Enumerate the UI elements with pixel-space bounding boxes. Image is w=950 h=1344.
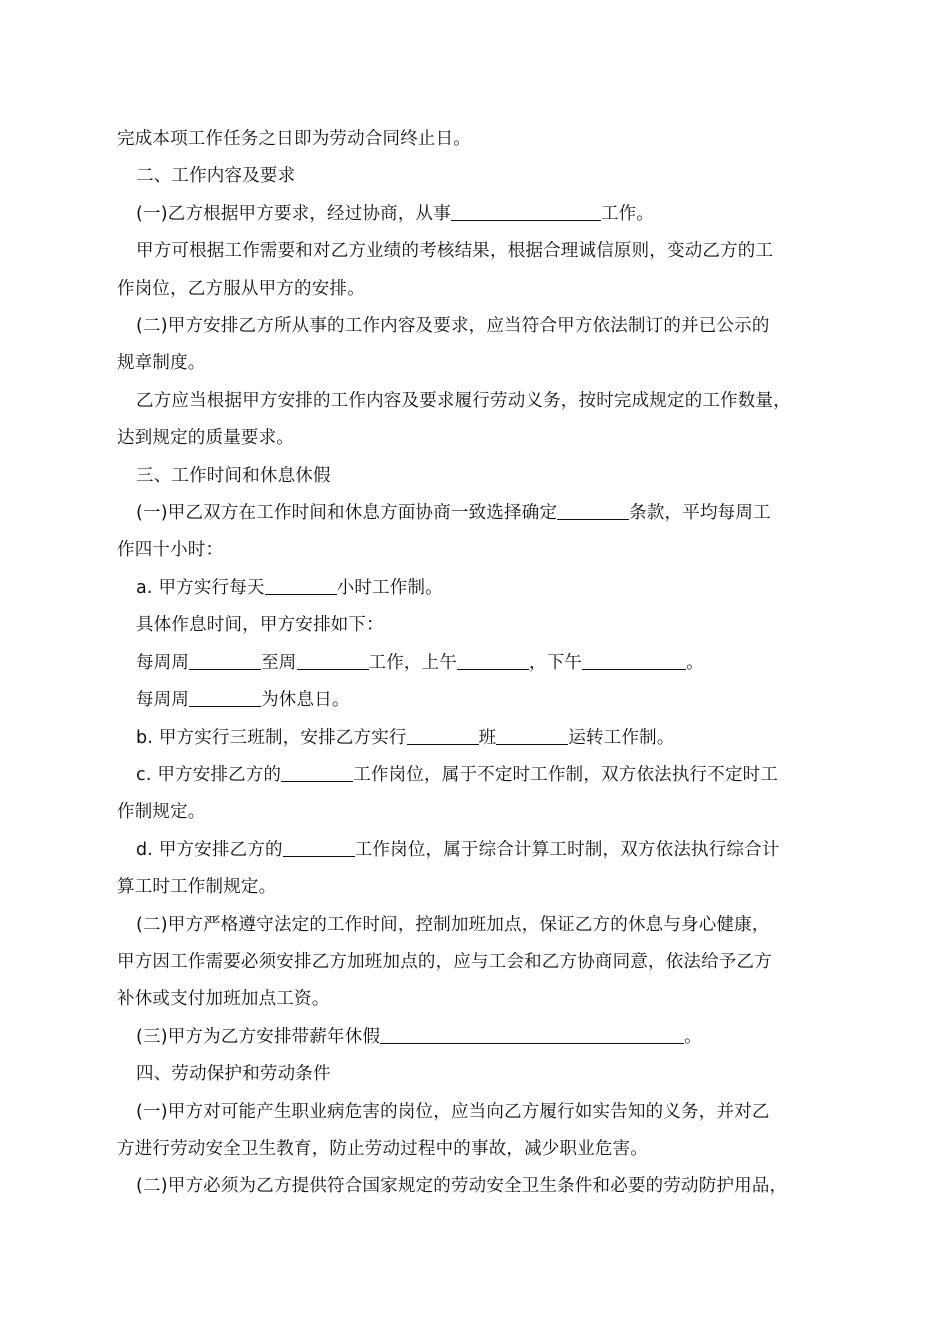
- clause-line: (一)甲方对可能产生职业病危害的岗位，应当向乙方履行如实告知的义务，并对乙: [136, 1101, 770, 1122]
- clause-line: (一)乙方根据甲方要求，经过协商，从事 工作。: [136, 203, 655, 224]
- clause-line: (二)甲方严格遵守法定的工作时间，控制加班加点，保证乙方的休息与身心健康，: [136, 914, 770, 935]
- clause-line: (二)甲方必须为乙方提供符合国家规定的劳动安全卫生条件和必要的劳动防护用品，: [136, 1176, 788, 1197]
- schedule-line: 每周周 至周 工作，上午 ，下午 。: [136, 652, 704, 673]
- paragraph-line: 方进行劳动安全卫生教育，防止劳动过程中的事故，减少职业危害。: [117, 1138, 648, 1159]
- schedule-line: 每周周 为休息日。: [136, 690, 350, 711]
- clause-line: d. 甲方安排乙方的 工作岗位，属于综合计算工时制，双方依法执行综合计: [136, 839, 780, 860]
- section-heading-labor-protection: 四、劳动保护和劳动条件: [136, 1064, 331, 1085]
- fill-in-blank[interactable]: [189, 705, 261, 707]
- fill-in-blank[interactable]: [407, 743, 479, 745]
- section-heading-work-content: 二、工作内容及要求: [136, 166, 296, 187]
- paragraph-line: 作四十小时：: [117, 540, 224, 561]
- paragraph-line: 规章制度。: [117, 353, 206, 374]
- fill-in-blank[interactable]: [265, 593, 337, 595]
- clause-line: b. 甲方实行三班制，安排乙方实行 班 运转工作制。: [136, 727, 675, 748]
- clause-line: a. 甲方实行每天 小时工作制。: [136, 577, 443, 598]
- paragraph-line: 算工时工作制规定。: [117, 877, 277, 898]
- paragraph-line: 达到规定的质量要求。: [117, 428, 294, 449]
- clause-line: (二)甲方安排乙方所从事的工作内容及要求，应当符合甲方依法制订的并已公示的: [136, 316, 770, 337]
- fill-in-blank[interactable]: [451, 219, 601, 221]
- fill-in-blank[interactable]: [283, 855, 355, 857]
- fill-in-blank[interactable]: [496, 743, 568, 745]
- clause-line: (三)甲方为乙方安排带薪年休假 。: [136, 1026, 702, 1047]
- paragraph-line: 补休或支付加班加点工资。: [117, 989, 330, 1010]
- paragraph-line: 作岗位，乙方服从甲方的安排。: [117, 278, 365, 299]
- fill-in-blank[interactable]: [281, 780, 353, 782]
- paragraph-line: 具体作息时间，甲方安排如下：: [136, 615, 384, 636]
- contract-body: [117, 121, 837, 1206]
- paragraph-line: 完成本项工作任务之日即为劳动合同终止日。: [117, 129, 471, 149]
- paragraph-line: 乙方应当根据甲方安排的工作内容及要求履行劳动义务，按时完成规定的工作数量，: [136, 390, 791, 411]
- fill-in-blank[interactable]: [582, 668, 686, 670]
- paragraph-line: 作制规定。: [117, 802, 206, 823]
- fill-in-blank[interactable]: [189, 668, 261, 670]
- section-heading-working-hours: 三、工作时间和休息休假: [136, 465, 331, 486]
- fill-in-blank[interactable]: [297, 668, 369, 670]
- fill-in-blank[interactable]: [457, 668, 529, 670]
- fill-in-blank[interactable]: [380, 1042, 684, 1044]
- paragraph-line: 甲方因工作需要必须安排乙方加班加点的，应与工会和乙方协商同意，依法给予乙方: [117, 951, 772, 972]
- clause-line: (一)甲乙双方在工作时间和休息方面协商一致选择确定 条款，平均每周工: [136, 503, 771, 524]
- fill-in-blank[interactable]: [557, 518, 629, 520]
- clause-line: c. 甲方安排乙方的 工作岗位，属于不定时工作制，双方依法执行不定时工: [136, 764, 779, 785]
- paragraph-line: 甲方可根据工作需要和对乙方业绩的考核结果，根据合理诚信原则，变动乙方的工: [136, 241, 774, 262]
